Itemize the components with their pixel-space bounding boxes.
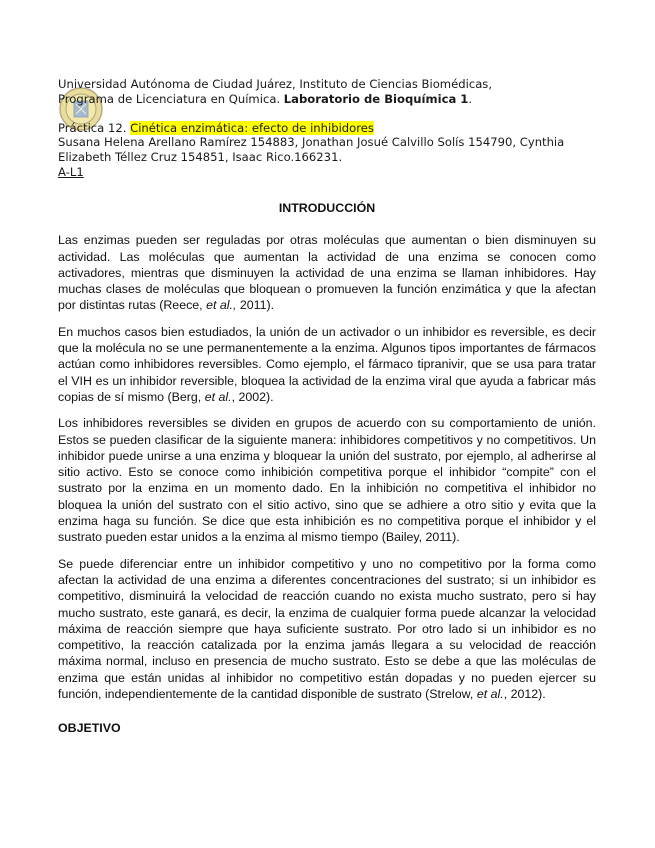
authors-line-2: Elizabeth Téllez Cruz 154851, Isaac Rico.166231. bbox=[58, 149, 343, 164]
program-line: Programa de Licenciatura en Química. Laboratorio de Bioquímica 1. bbox=[58, 91, 473, 106]
practice-line: Práctica 12. Cinética enzimática: efecto de inhibidores bbox=[58, 120, 374, 135]
paragraph-1: Las enzimas pueden ser reguladas por otras moléculas que aumentan o bien disminuyen su actividad. Las moléculas que aumentan la actividad de una enzima se conocen como activadores, mientras que disminuyen la actividad de una enzima se llaman inhibidores. Hay muchas clases de moléculas que bloquean o promueven la función enzimática y que la afectan por distintas rutas (Reece, et al., 2011). bbox=[58, 233, 596, 313]
objective-heading: OBJETIVO bbox=[58, 721, 121, 736]
authors-line-1: Susana Helena Arellano Ramírez 154883, Jonathan Josué Calvillo Solís 154790, Cynthia bbox=[58, 135, 565, 150]
paragraph-3: Los inhibidores reversibles se dividen en grupos de acuerdo con su comportamiento de unión. Estos se pueden clasificar de la siguiente manera: inhibidores competitivos y no competitivos. Un inhibidor puede unirse a una enzima y bloquear la unión del sustrato, por ejemplo, al adherirse al sitio activo. Esto se conoce como inhibición competitiva porque el inhibidor “compite” con el sustrato por la enzima en un momento dado. En la inhibición no competitiva el inhibidor no bloquea la unión del sustrato con el sitio activo, sino que se adhiere a otro sitio y evita que la enzima haga su función. Se dice que esta inhibición es no competitiva porque el inhibidor y el sustrato pueden estar unidos a la enzima al mismo tiempo (Bailey, 2011). bbox=[58, 416, 596, 545]
document-header bbox=[58, 77, 618, 179]
practice-title: Cinética enzimática: efecto de inhibidores bbox=[130, 120, 374, 135]
lab-name: Laboratorio de Bioquímica 1 bbox=[283, 91, 469, 106]
paragraph-2: En muchos casos bien estudiados, la unión de un activador o un inhibidor es reversible, es decir que la molécula no se une permanentemente a la enzima. Algunos tipos importantes de fármacos actúan como inhibidores reversibles. Como ejemplo, el fármaco tipranivir, que se usa para tratar el VIH es un inhibidor reversible, bloquea la actividad de la enzima viral que ayuda a fabricar más copias de sí mismo (Berg, et al., 2002). bbox=[58, 324, 596, 404]
paragraph-4: Se puede diferenciar entre un inhibidor competitivo y uno no competitivo por la forma como afectan la actividad de una enzima a diferentes concentraciones del sustrato; si un inhibidor es competitivo, disminuirá la velocidad de reacción cuando no exista mucho sustrato, pero si hay mucho sustrato, este ganará, es decir, la enzima de cualquier forma puede alcanzar la velocidad máxima de reacción siempre que haya suficiente sustrato. Por otro lado si un inhibidor es no competitivo, la reacción catalizada por la enzima jamás llegara a su velocidad de reacción máxima normal, incluso en presencia de mucho sustrato. Esto se debe a que las moléculas de enzima que están unidas al inhibidor no competitivo están dopadas y no pueden ejercer su función, independientemente de la cantidad disponible de sustrato (Strelow, et al., 2012). bbox=[58, 556, 596, 702]
institution-line: Universidad Autónoma de Ciudad Juárez, Instituto de Ciencias Biomédicas, bbox=[58, 77, 493, 91]
document-body bbox=[58, 200, 596, 737]
group-label: A-L1 bbox=[58, 164, 84, 179]
intro-heading: INTRODUCCIÓN bbox=[278, 201, 376, 215]
